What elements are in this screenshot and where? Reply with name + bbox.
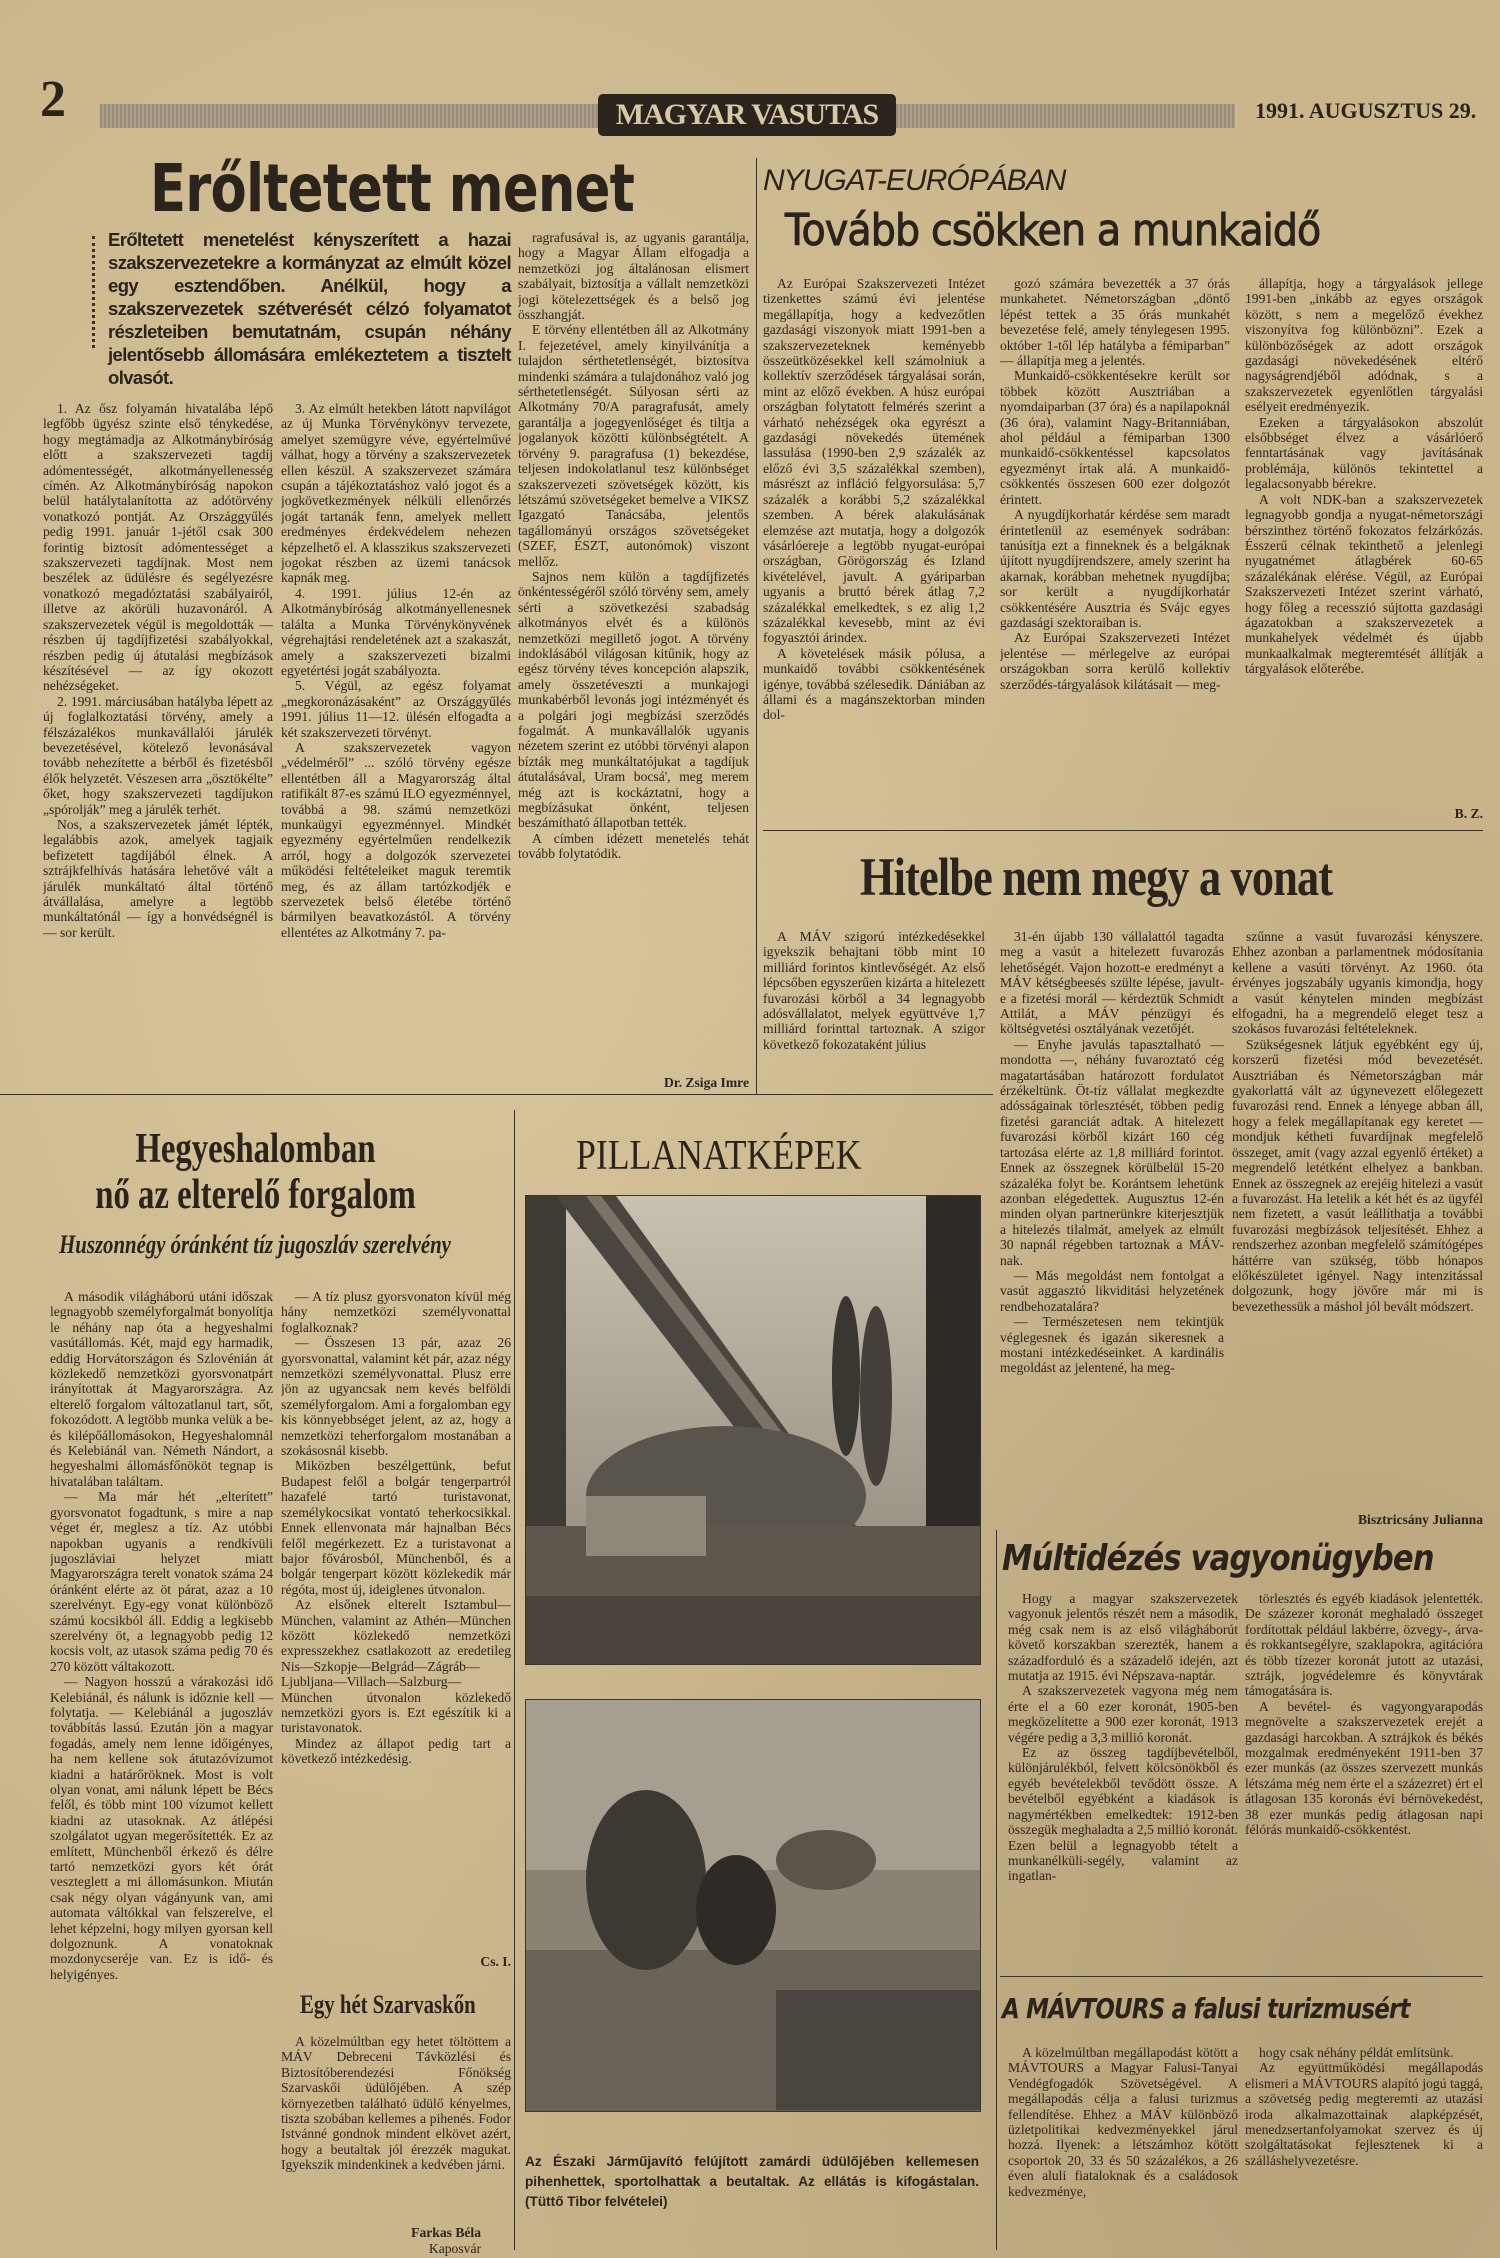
photo-pool xyxy=(525,1699,981,2112)
article-column-wrap xyxy=(1232,929,1483,1527)
article-column xyxy=(1000,276,1230,816)
paragraph: — Nagyon hosszú a várakozási idő Kelebiánál, és nálunk is időznie kell — folytatja. — Kelebiánál a jugoszláv továbbítás lassú. Ezután jön a magyar fogadás, amely nem lenne időigényes, ha nem kellene sok átutazóvízumot kiadni a határőröknek. Most is volt olyan vonat, ami nálunk lépett be Bécs felől, és több mint 100 vízumot kellett kiadni az utasoknak. Az átlépési szolgálatot ugyan megerősítették. Ez az említett, Münchenből érkező és délre tartó nemzetközi gyors két órát veszteglett a mi állomásunkon. Miután csak négy olyan vágányunk van, ami automata váltókkal van felszerelve, el lehet képzelni, hogy milyen gyorsan kell dolgoznunk. A vonatoknak mozdonycseréje van. Ez is idő- és helyigényes. xyxy=(50,1674,273,1982)
paragraph: 2. 1991. márciusában hatályba lépett az új foglalkoztatási törvény, amely a félszázalékos munkavállalói járulék bevezetésével, kötelező levonásával tovább nehezítette a bérből és fizetésből élők helyzetét. Vészesen arra „ösztökélte” őket, hogy szakszervezeti tagdíjukon „spórolják” meg a járulék terhét. xyxy=(43,693,273,817)
kicker: NYUGAT-EURÓPÁBAN xyxy=(763,164,1066,197)
headline-hitelbe: Hitelbe nem megy a vonat xyxy=(860,847,1333,907)
column-divider xyxy=(514,1110,515,2250)
article-column xyxy=(50,1289,273,2253)
paragraph: 4. 1991. július 12-én az Alkotmánybíróság alkotmányellenesnek találta a Munka Törvénykönyvének végrehajtási rendeletének azt a szakaszát, amely a szakszervezeti bizalmi egyetértési jogát szabályozta. xyxy=(281,585,511,678)
author-place: Kaposvár xyxy=(428,2240,481,2256)
article-body-eroltetett xyxy=(43,228,511,1088)
author-byline: Farkas Béla xyxy=(411,2225,481,2241)
paragraph: Hogy a magyar szakszervezetek vagyonuk jelentős részét nem a második, még csak nem is az első világháborút követő korszakban szerezték, hanem a századforduló és a századelő idején, azt mutatja az 1915. évi Népszava-naptár. xyxy=(1008,1591,1238,1684)
paragraph: gozó számára bevezették a 37 órás munkahetet. Németországban „döntő lépést tettek a 35 órás munkahét bevezetése felé, amely ténylegesen 1995. október 1-től lép hatályba a fémiparban” — állapítja meg a jelentés. xyxy=(1000,276,1230,369)
article-column xyxy=(1000,929,1224,1524)
paragraph: A követelések másik pólusa, a munkaidő további csökkentésének igénye, továbbá szélesedik. Dániában az állami és a magánszektorban minden dol- xyxy=(763,645,985,723)
article-intro: Erőltetett menetelést kényszerített a hazai szakszervezetekre a kormányzat az elmúlt közel egy esztendőben. Anélkül, hogy a szakszervezetek szétverését célzó folyamatot részleteiben bemutatnám, csupán néhány jelentősebb állomására emlékeztetem a tisztelt olvasót. xyxy=(108,229,511,388)
column-divider xyxy=(756,158,757,1094)
paragraph: Nos, a szakszervezetek jámét lépték, legalábbis azok, amelyek tagjaik befizetett tagdíjából élnek. A sztrájkfelhívás hatására lehetővé vált a járulék munkáltató által történő átvállalása, amelyre a legtöbb munkáltatónál — így a honvédségnél is — sor került. xyxy=(43,816,273,940)
paragraph: — Enyhe javulás tapasztalható — mondotta —, néhány fuvaroztató cég magatartásában határozott fordulatot érzékeltünk. Öt-tíz vállalat megkezdte adósságainak törlesztését, többen pedig fizetési garanciát adtak. A hitelezett fuvarozási körből kizárt 160 cég tartozása elérte az 1,8 milliárd forintot. Ennek az összegnek körülbelül 15-20 százaléka folyt be. Korántsem lehetünk azonban elégedettek. Augusztus 12-én minden olyan partnerünkre kiterjesztjük a hitelezés tilalmát, amelyek az elmúlt 30 napnál régebben tartoznak a MÁV-nak. xyxy=(1000,1036,1224,1268)
section-divider xyxy=(763,830,1483,831)
paragraph: — Más megoldást nem fontolgat a vasút aggasztó likviditási helyzetének rendbehozatalára? xyxy=(1000,1267,1224,1314)
article-column xyxy=(1008,1591,1238,1961)
paragraph: ragrafusával is, az ugyanis garantálja, hogy a Magyar Állam elfogadja a nemzetközi jog általánosan elismert szabályait, biztosítja a vállalt nemzetközi jogi kötelezettségek és a belső jog összhangját. xyxy=(518,230,749,323)
masthead-logo: MAGYAR VASUTAS xyxy=(598,94,896,136)
author-byline: Cs. I. xyxy=(480,1953,511,1969)
headline-szarvasko: Egy hét Szarvaskőn xyxy=(300,1990,476,2019)
article-column xyxy=(763,276,985,816)
headline-hegyeshalom xyxy=(0,1126,511,1218)
paragraph: Az együttműködési megállapodás elismeri a MÁVTOURS alapító jogú taggá, a szövetség pedig megteremti az utazási iroda alkalmazottainak alapképzését, menedzsertanfolyamokat szervez és új szolgáltatásokat fejlesztenek ki a szálláshelyvezetésre. xyxy=(1245,2060,1483,2168)
headline-multidezes: Múltidézés vagyonügyben xyxy=(1002,1538,1434,1579)
paragraph: A közelmúltban megállapodást kötött a MÁVTOURS a Magyar Falusi-Tanyai Vendégfogadók Szövetségével. A megállapodás célja a falusi turizmus fellendítése. Ehhez a MÁV különböző üzletpolitikai kedvezményekkel járul hozzá. Ilyenek: a létszámhoz kötött csoportok 20, 33 és 50 százalékos, a 26 éven aluli fiataloknak és a családosok kedvezménye, xyxy=(1008,2045,1238,2199)
paragraph: Ezeken a tárgyalásokon abszolút elsőbbséget élvez a vásárlóerő fenntartásának vagy javításának problémája, különös tekintettel a legalacsonyabb bérekre. xyxy=(1245,414,1483,492)
issue-date: 1991. AUGUSZTUS 29. xyxy=(1255,98,1477,123)
paragraph: A címben idézett menetelés tehát tovább folytatódik. xyxy=(518,830,749,862)
article-column xyxy=(281,401,511,1088)
page-number: 2 xyxy=(40,71,66,128)
article-column xyxy=(1245,276,1483,802)
paragraph: 5. Végül, az egész folyamat „megkoronázásaként” az Országgyűlés 1991. július 11—12. ülésén elfogadta a két szakszervezeti törvényt. xyxy=(281,678,511,740)
paragraph: Miközben beszélgettünk, befut Budapest felől a bolgár tengerpartról hazafelé tartó turistavonat, személykocsikat vontató teherkocsikkal. Ennek ellenvonata már hajnalban Bécs felől megérkezett. Ez a turistavonat a bajor fővárosból, Münchenből, és a bolgár tengerpart között közlekedik már régóta, most új, ideiglenes útvonalon. xyxy=(281,1458,511,1597)
paragraph: A közelmúltban egy hetet töltöttem a MÁV Debreceni Távközlési és Biztosítóberendezési Főnökség Szarvaskői üdülőjében. A szép környezetben található üdülő kényelmes, tiszta szobában kellemes a pihenés. Fodor Istvánné gondnok mindent elkövet azért, hogy a beutaltak jól érezzék magukat. Igyekszik mindenkinek a kedvében járni. xyxy=(281,2034,511,2173)
paragraph: Szükségesnek látjuk egyébként egy új, korszerű fizetési mód bevezetését. Ausztriában és Németországban már gyakorlattá vált az úgynevezett előlegezett fuvarozási rend. Ennek a lényege abban áll, hogy a felek megállapítanak egy keretet — mondjuk kétheti fuvardíjnak megfelelő összeget, amit (vagy azzal egyenlő értéket) a megrendelő letétként elhelyez a bankban. Ennek az összegnek az erejéig hitelezi a vasút a fuvarozást. Ha letelik a két hét és az ügyfél nem fizetett, a vasút leállíthatja a további fuvarozási megbízások teljesítését. Ehhez a rendszerhez azonban megfelelő számítógépes háttérre van szükség, több hónapos előkészületet igényel. Nagy intenzitással dolgozunk, hogy jövőre már mi is bevezethessük a máshol jól bevált módszert. xyxy=(1232,1036,1483,1314)
paragraph: hogy csak néhány példát említsünk. xyxy=(1259,2045,1454,2060)
photo-bridge-trees xyxy=(525,1195,981,1665)
article-column xyxy=(1245,1591,1483,1961)
article-column xyxy=(763,929,985,1084)
paragraph: Az elsőnek elterelt Isztambul—München, valamint az Athén—München között közlekedő nemzetközi expresszekhez csatlakozott az eredetileg Nis—Szkopje—Belgrád—Zágráb—Ljubljana—Villach—Salzburg—München útvonalon közlekedő nemzetközi gyors is. Ezt egészítik ki a turistavonatok. xyxy=(281,1597,511,1736)
author-byline: B. Z. xyxy=(1454,805,1483,821)
author-byline: Dr. Zsiga Imre xyxy=(664,1074,749,1090)
section-divider xyxy=(1000,1976,1483,1977)
article-column-wrap xyxy=(1245,276,1483,821)
article-column-wrap xyxy=(281,2034,511,2256)
paragraph: A szakszervezetek vagyona még nem érte el a 60 ezer koronát, 1905-ben megközelítette a 900 ezer koronát, 1913 végére pedig a 3,3 millió koronát. xyxy=(1008,1683,1238,1745)
article-column xyxy=(281,1289,511,1950)
paragraph: A nyugdíjkorhatár kérdése sem maradt érintetlenül az események sodrában: tanúsítja ezt a finneknek és a belgáknak újított nyugdíjrendszere, amely szerint ha akarnak, korábban mehetnek nyugdíjba; sor került a nyugdíjkorhatár csökkentésére Ausztria és Svájc egyes gazdasági szektoraiban is. xyxy=(1000,507,1230,630)
paragraph: — Összesen 13 pár, azaz 26 gyorsvonattal, valamint két pár, azaz négy nemzetközi személyvonattal. Plusz erre jön az ugyancsak nem kevés belföldi személyforgalom. Ami a forgalomban egy kis könnyebbséget jelent, az az, hogy a nemzetközi teherforgalom mostanában a szokásosnál kisebb. xyxy=(281,1335,511,1459)
article-column xyxy=(1008,2045,1238,2253)
paragraph: A MÁV szigorú intézkedésekkel igyekszik behajtani több mint 10 milliárd forintos kintlevőségét. Az első lépcsőben egyszerűen kizárta a hitelezett fuvarozási körből a 34 legnagyobb adósvállalatot, melyek együttvéve 1,7 milliárd forinttal tartoznak. A szigor következő fokozataként július xyxy=(763,929,985,1052)
paragraph: Az Európai Szakszervezeti Intézet jelentése — mérlegelve az európai országokban sorra kerülő kollektív szerződés-tárgyalások kilátásait — meg- xyxy=(1000,630,1230,692)
paragraph: — Természetesen nem tekintjük véglegesnek és igazán sikeresnek a mostani intézkedéseinket. A kardinális megoldást az jelentené, ha meg- xyxy=(1000,1314,1224,1376)
paragraph: Ez az összeg tagdíjbevételből, különjárulékból, felvett kölcsönökből és egyéb bevételekből tevődött össze. A bevételből egyébként a kiadások is nagymértékben emelkedtek: 1912-ben összegük meghaladta a 2,5 millió koronát. Ezen belül a legnagyobb tételt a munkanélküli-segély, valamint az ingatlan- xyxy=(1008,1745,1238,1884)
author-byline: Bisztricsány Julianna xyxy=(1357,1511,1483,1527)
headline-line: Hegyeshalomban xyxy=(135,1126,376,1172)
paragraph: E törvény ellentétben áll az Alkotmány I. fejezetével, amely kinyilvánítja a tulajdon sérthetetlenségét, biztosítva mindenki számára a tulajdonához való jog sérthetetlenségét. Súlyosan sérti az Alkotmány 70/A paragrafusát, amely garantálja a jogegyenlőséget és tiltja a jogalanyok közötti különbségtételt. A törvény 9. paragrafusa (1) bekezdése, teljesen indokolatlanul tesz különbséget szakszervezeti szövetségek között, kis létszámú szövetségeket bemelve a VIKSZ Igazgató Tanácsába, jelentős tagállományú országos szövetségeket (SZEF, ÉSZT, autonómok) viszont mellőz. xyxy=(518,322,749,569)
paragraph: 31-én újabb 130 vállalattól tagadta meg a vasút a hitelezett fuvarozás lehetőségét. Vajon hozott-e eredményt a MÁV kétségbeesés szülte lépése, javult-e a fizetési morál — kérdeztük Schmidt Attilát, a MÁV pénzügyi és költségvetési osztályának vezetőjét. xyxy=(1000,929,1224,1037)
photo-section-title: PILLANATKÉPEK xyxy=(576,1133,862,1179)
column-divider xyxy=(996,1530,997,2250)
paragraph: Az Európai Szakszervezeti Intézet tizenkettes számú évi jelentése megállapítja, hogy a kedvezőtlen gazdasági viszonyok miatt 1991-ben a szakszervezeteknek keményebb összeütközésekkel kell számolniuk a kollektív szerződések tárgyalásai során, mint az előző években. A húsz európai országban folytatott felmérés szerint a várható nehézségek oka egyrészt a gazdasági növekedés ütemének lassulása (1990-ben 2,9 százalék az előző évi 3,5 százalékkal szemben), másrészt az infláció felgyorsulása: 5,7 százalék a korábbi 5,2 százalékkal szemben. A bérek alakulásának elemzése azt mutatja, hogy a dolgozók vásárlóereje a legtöbb nyugat-európai országban, Görögország és Izland kivételével, javult. A gyáriparban ugyanis a bruttó bérek átlag 7,2 százalékkal emelkedtek, s ez alig 1,2 százalékkal kevesebb, mint az évi fogyasztói árindex. xyxy=(763,276,985,646)
article-column-wrap xyxy=(281,1289,511,1969)
subheadline: Huszonnégy óránként tíz jugoszláv szerelvény xyxy=(59,1230,451,1259)
article-column xyxy=(1245,2045,1483,2253)
article-column xyxy=(43,401,273,1088)
paragraph: A szakszervezetek vagyon „védelméről” ... szóló törvény egésze ellentétben áll a Magyarország által ratifikált 87-es számú ILO egyezménnyel, továbbá a 98. számú nemzetközi munkaügyi egyezménnyel. Mindkét egyezmény egyértelműen rendelkezik arról, hogy a dolgozók szervezetei működési feltételeiket maguk teremtik meg, és az állam tartózkodjék e szervezetek belső életébe történő bármilyen beavatkozástól. A törvény ellentétes az Alkotmány 7. pa- xyxy=(281,739,511,940)
article-column-wrap xyxy=(518,230,749,1090)
paragraph: A bevétel- és vagyongyarapodás megnövelte a szakszervezetek erejét a gazdasági harcokban. A sztrájkok és békés mozgalmak eredményeként 1911-ben 37 ezer munkás (az összes szervezett munkás létszáma még nem érte el a százezret) ért el átlagosan 135 koronás évi bérnövekedést, 38 ezer munkás pedig átlagosan napi félórás munkaidő-csökkentést. xyxy=(1245,1698,1483,1838)
article-column xyxy=(1232,929,1483,1508)
article-column xyxy=(518,230,749,1071)
photo-caption: Az Északi Járműjavító felújított zamárdi üdülőjében kellemesen pihenhettek, sportolhattak a beutaltak. Az ellátás is kifogástalan. (Tüttő Tibor felvételei) xyxy=(525,2154,979,2209)
paragraph: Munkaidő-csökkentésekre került sor többek között Ausztriában a nyomdaiparban (37 óra) és a napilapoknál (36 óra), valamint Nagy-Britanniában, ahol például a fémiparban 1300 munkaidő-csökkentéssel kapcsolatos egyezményt írtak alá. A munkaidő-csökkentés összesen 600 ezer dolgozót érintett. xyxy=(1000,368,1230,507)
headline-line: nő az elterelő forgalom xyxy=(95,1172,416,1218)
paragraph: Mindez az állapot pedig tart a következő intézkedésig. xyxy=(281,1735,511,1767)
paragraph: Sajnos nem külön a tagdíjfizetés önkéntességéről szóló törvény sem, amely sérti a szövetkezési szabadság alkotmányos elvét és a különös nemzetközi megillető jogot. A törvény indoklásából világosan kitűnik, hogy az egész törvény téves koncepción alapszik, amely összetéveszti a munkajogi munkabérből levonás jogi intézményét és a polgári jogi megbízási szerződés fogalmát. A munkavállalók ugyanis nézetem szerint ez utóbbi törvényi alapon bízták meg munkáltatójukat a tagdíjuk átutalásával, Uram bocsá', meg merem még azt is kockáztatni, hogy a megbízásukat önként, teljesen beszámítható állapotban tették. xyxy=(518,568,749,831)
article-columns xyxy=(43,401,511,1088)
headline-munkaido: Tovább csökken a munkaidő xyxy=(785,205,1321,256)
headline-mavtours: A MÁVTOURS a falusi turizmusért xyxy=(1002,1992,1410,2025)
paragraph: — A tíz plusz gyorsvonaton kívül még hány nemzetközi személyvonattal foglalkoznak? xyxy=(281,1289,511,1335)
paragraph: A volt NDK-ban a szakszervezetek legnagyobb gondja a nyugat-németországi bérszinthez történő fokozatos felzárkózás. Ésszerű célnak tekinthető a jelenlegi nyugatnémet átlagbérek 60-65 százalékának elérése. Végül, az Európai Szakszervezeti Intézet szerint várható, hogy főleg a recesszió sújtotta gazdasági ágazatokban a szakszervezetek a munkahelyek védelmét és újabb munkaalkalmak megteremtését állítják a tárgyalások előterébe. xyxy=(1245,491,1483,677)
paragraph: 3. Az elmúlt hetekben látott napvilágot az új Munka Törvénykönyv tervezete, amelyet szemügyre véve, egyértelművé válhat, hogy a törvény a szakszervezetek ellen készül. A szakszervezet számára csupán a tájékoztatáshoz való jogot és a jogkövetkezmények nélküli ellenőrzés jogát tartanák fenn, amelyek mellett eredményes érdekvédelem nehezen képzelhető el. A klasszikus szakszervezeti jogokat részben az üzemi tanácsok kapnák meg. xyxy=(281,401,511,586)
paragraph: állapítja, hogy a tárgyalások jellege 1991-ben „inkább az egyes országok között, s nem a megelőző évekhez viszonyítva fog különbözni”. Ezek a különbözőségek az adott országok gazdasági növekedésének eltérő nagyságrendjéből adódnak, s a szakszervezetek egyenlőtlen tárgyalási esélyeit eredményezik. xyxy=(1245,276,1483,415)
paragraph: A második világháború utáni időszak legnagyobb személyforgalmát bonyolítja le néhány nap óta a hegyeshalmi vasútállomás. Két, majd egy harmadik, eddig Horvátországon és Szlovénián át közlekedő nemzetközi gyorsvonatpárt irányítottak át Magyarországra. Az elterelő forgalom változatlanul tart, sőt, fokozódott. A legtöbb munka velük a be- és kilépőállomásokon, Hegyeshalomnál és Kelebiánál van. Németh Nándort, a hegyeshalmi állomásfőnököt tegnap is hivatalában találtam. xyxy=(50,1289,273,1489)
paragraph: törlesztés és egyéb kiadások jelentették. De százezer koronát meghaladó összeget fordítottak például lakbérre, özvegy-, árva- és rokkantsegélyre, szaklapokra, agitációra és több tízezer koronát jutott az utazási, sztrájk, jogvédelemre és könyvtárak támogatására is. xyxy=(1245,1591,1483,1699)
article-column xyxy=(281,2034,511,2221)
headline-eroltetett-menet: Erőltetett menet xyxy=(150,150,635,227)
paragraph: szűnne a vasút fuvarozási kényszere. Ehhez azonban a parlamentnek módosítania kellene a vasúti törvényt. Az 1960. óta érvényes jogszabály ugyanis kimondja, hogy a vasút kénytelen minden megbízást elfogadni, ha a megrendelő eleget tesz a szokásos fuvarozási feltételeknek. xyxy=(1232,929,1483,1037)
paragraph: 1. Az ősz folyamán hivatalába lépő legfőbb ügyész szinte első ténykedése, hogy megtámadja az Alkotmánybíróság előtt a szakszervezeti tagdíj adómentességét, alkotmányellenesség címén. Az Alkotmánybíróság napokon belül hatálytalanította az adótörvény vonatkozó pontját. Az Országgyűlés pedig 1991. január 1-jétől csak 300 forintig biztosít adómentességet a szakszervezeti tagdíjnak. Most nem beszélek az üdülésre és segélyezésre vonatkozó megadóztatási szabályairól, illetve az akörüli huzavonáról. A szakszervezetek végül is megoldották — részben új tagdíjfizetési szabályokkal, részben pedig új átutalási megbízások készítésével — az így okozott nehézségeket. xyxy=(43,401,273,694)
section-divider xyxy=(0,1094,993,1095)
paragraph: — Ma már hét „elterített” gyorsvonatot fogadtunk, s mire a nap véget ér, meglesz a tíz. Az utóbbi napokban ugyanis a rendkívüli jugoszláviai helyzet miatt Magyarországra terelt vonatok száma 24 óránként elérte az öt párat, azaz a 10 szerelvényt. Egy-egy vonat különböző számú kocsikból áll. Eddig a legkisebb szerelvény öt, a legnagyobb pedig 12 kocsis volt, az utasok száma pedig 70 és 270 között váltakozott. xyxy=(50,1489,273,1674)
